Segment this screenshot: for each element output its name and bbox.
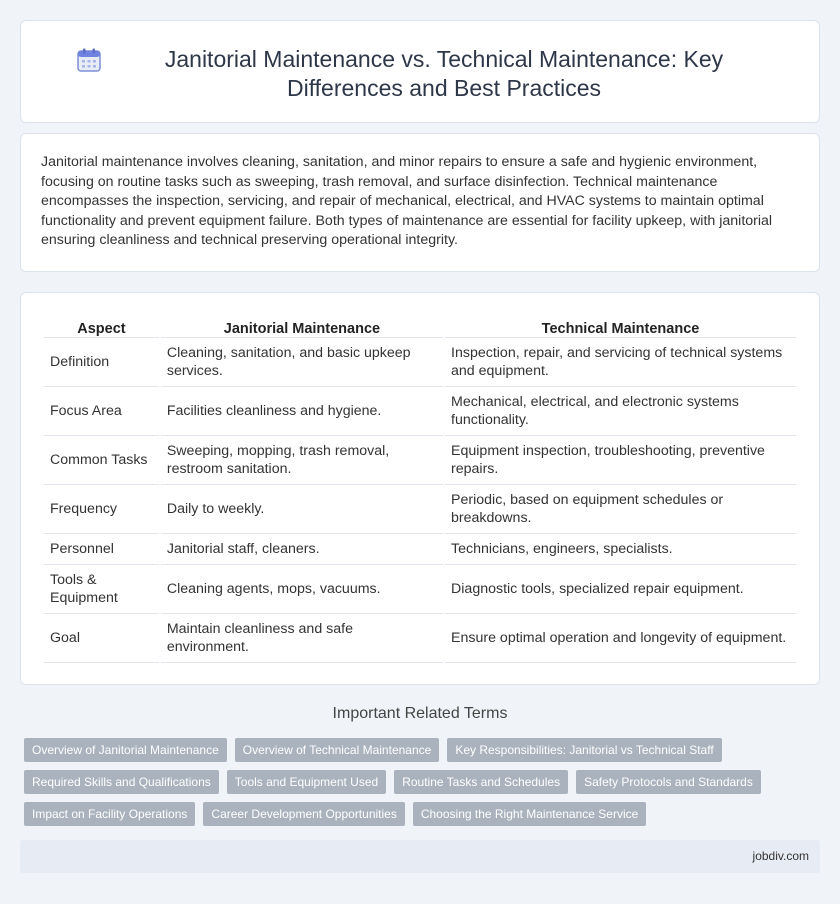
table-row: [44, 338, 796, 387]
row-technical: Technicians, engineers, specialists.: [445, 534, 796, 565]
table-header-row: [44, 315, 796, 338]
row-aspect: Focus Area: [44, 387, 159, 436]
intro-card: [20, 133, 820, 272]
row-aspect: Definition: [44, 338, 159, 387]
row-janitorial: Maintain cleanliness and safe environment.: [161, 614, 443, 663]
related-term-tag[interactable]: Required Skills and Qualifications: [24, 770, 219, 794]
header-aspect: Aspect: [44, 315, 159, 338]
footer: [20, 840, 820, 873]
table-row: [44, 534, 796, 565]
related-term-tag[interactable]: Overview of Technical Maintenance: [235, 738, 440, 762]
related-terms-title: Important Related Terms: [332, 705, 508, 722]
row-aspect: Frequency: [44, 485, 159, 534]
row-technical: Equipment inspection, troubleshooting, preventive repairs.: [445, 436, 796, 485]
header-technical: Technical Maintenance: [445, 315, 796, 338]
related-term-tag[interactable]: Impact on Facility Operations: [24, 802, 195, 826]
header-janitorial: Janitorial Maintenance: [161, 315, 443, 338]
row-janitorial: Facilities cleanliness and hygiene.: [161, 387, 443, 436]
row-aspect: Tools & Equipment: [44, 565, 159, 614]
row-janitorial: Janitorial staff, cleaners.: [161, 534, 443, 565]
table-row: [44, 614, 796, 663]
table-row: [44, 485, 796, 534]
calendar-icon: [76, 47, 102, 73]
related-terms-list: [24, 738, 804, 826]
table-row: [44, 387, 796, 436]
table-row: [44, 436, 796, 485]
footer-site-link[interactable]: jobdiv.com: [752, 849, 809, 863]
related-term-tag[interactable]: Key Responsibilities: Janitorial vs Technical Staff: [447, 738, 721, 762]
intro-paragraph: Janitorial maintenance involves cleaning, sanitation, and minor repairs to ensure a safe and hygienic environment, focusing on routine tasks such as sweeping, trash removal, and surface disinfection. Technical maintenance encompasses the inspection, servicing, and repair of mechanical, electrical, and HVAC systems to maintain optimal functionality and prevent equipment failure. Both types of maintenance are essential for facility upkeep, with janitorial ensuring cleanliness and technical preserving operational integrity.: [41, 154, 773, 248]
related-term-tag[interactable]: Choosing the Right Maintenance Service: [413, 802, 646, 826]
row-technical: Inspection, repair, and servicing of technical systems and equipment.: [445, 338, 796, 387]
related-term-tag[interactable]: Tools and Equipment Used: [227, 770, 386, 794]
row-technical: Mechanical, electrical, and electronic systems functionality.: [445, 387, 796, 436]
related-term-tag[interactable]: Career Development Opportunities: [203, 802, 404, 826]
row-janitorial: Cleaning, sanitation, and basic upkeep services.: [161, 338, 443, 387]
row-janitorial: Daily to weekly.: [161, 485, 443, 534]
comparison-card: [20, 292, 820, 685]
table-row: [44, 565, 796, 614]
related-term-tag[interactable]: Overview of Janitorial Maintenance: [24, 738, 227, 762]
row-aspect: Goal: [44, 614, 159, 663]
row-aspect: Common Tasks: [44, 436, 159, 485]
related-term-tag[interactable]: Safety Protocols and Standards: [576, 770, 761, 794]
related-term-tag[interactable]: Routine Tasks and Schedules: [394, 770, 568, 794]
row-aspect: Personnel: [44, 534, 159, 565]
row-technical: Ensure optimal operation and longevity of equipment.: [445, 614, 796, 663]
title-card: [20, 20, 820, 123]
row-technical: Periodic, based on equipment schedules or breakdowns.: [445, 485, 796, 534]
comparison-table: [42, 315, 798, 663]
page-title: Janitorial Maintenance vs. Technical Maintenance: Key Differences and Best Practices: [164, 46, 724, 101]
row-janitorial: Sweeping, mopping, trash removal, restroom sanitation.: [161, 436, 443, 485]
row-technical: Diagnostic tools, specialized repair equipment.: [445, 565, 796, 614]
row-janitorial: Cleaning agents, mops, vacuums.: [161, 565, 443, 614]
